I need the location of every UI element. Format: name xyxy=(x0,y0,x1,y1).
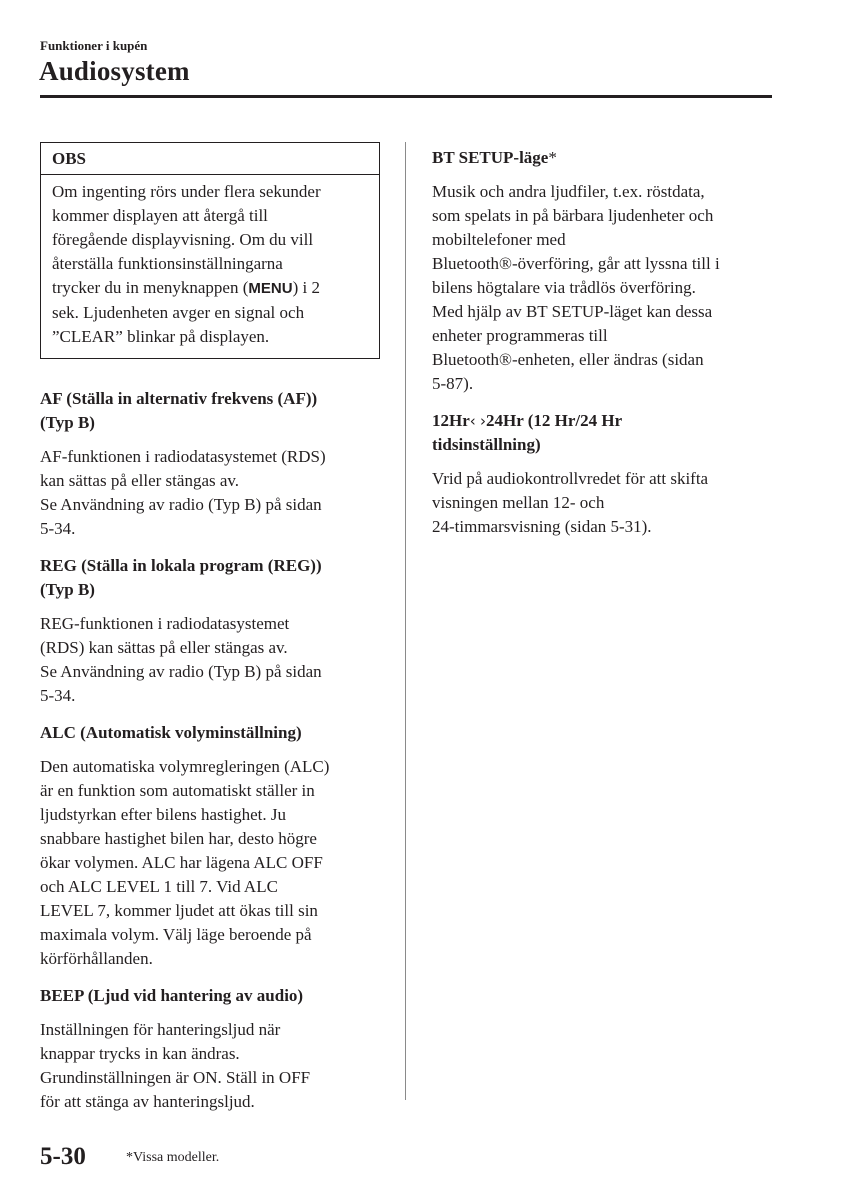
heading-line: ALC (Automatisk volyminställning) xyxy=(40,723,302,742)
page-number: 5-30 xyxy=(40,1143,86,1170)
menu-key-label: MENU xyxy=(248,280,293,297)
heading-line: (Typ B) xyxy=(40,580,95,599)
heading-line: AF (Ställa in alternativ frekvens (AF)) xyxy=(40,389,318,408)
body-line: Med hjälp av BT SETUP-läget kan dessa xyxy=(432,302,713,321)
note-line: sek. Ljudenheten avger en signal och xyxy=(52,303,305,322)
note-body xyxy=(41,175,379,358)
section-alc xyxy=(40,721,385,971)
body-line: Musik och andra ljudfiler, t.ex. röstdata, xyxy=(432,182,705,201)
left-column xyxy=(40,142,385,1114)
heading-line: BEEP (Ljud vid hantering av audio) xyxy=(40,986,304,1005)
heading-line: tidsinställning) xyxy=(432,435,541,454)
body-line: knappar trycks in kan ändras. xyxy=(40,1044,240,1063)
body-line: Grundinställningen är ON. Ställ in OFF xyxy=(40,1068,311,1087)
page-title: Audiosystem xyxy=(39,56,190,86)
section-body xyxy=(40,612,385,708)
section-af xyxy=(40,387,385,541)
section-heading xyxy=(40,554,385,602)
body-line: 5-34. xyxy=(40,519,76,538)
body-line: visningen mellan 12- och xyxy=(432,493,605,512)
section-body xyxy=(40,1018,385,1114)
header-rule xyxy=(40,95,772,98)
body-line: 5-34. xyxy=(40,686,76,705)
heading-text: BT SETUP-läge xyxy=(432,148,549,167)
section-body xyxy=(40,445,385,541)
section-heading xyxy=(40,721,385,745)
body-line: ljudstyrkan efter bilens hastighet. Ju xyxy=(40,805,286,824)
section-body xyxy=(40,755,385,971)
body-line: Bluetooth®-överföring, går att lyssna till i xyxy=(432,254,720,273)
body-line: Den automatiska volymregleringen (ALC) xyxy=(40,757,330,776)
body-line: LEVEL 7, kommer ljudet att ökas till sin xyxy=(40,901,318,920)
body-line: mobiltelefoner med xyxy=(432,230,566,249)
section-bt-setup xyxy=(432,146,777,396)
section-label: Funktioner i kupén xyxy=(40,38,148,53)
body-line: Se Användning av radio (Typ B) på sidan xyxy=(40,495,322,514)
note-text: ) i 2 xyxy=(292,278,320,297)
heading-line: REG (Ställa in lokala program (REG)) xyxy=(40,556,322,575)
note-line: Om ingenting rörs under flera sekunder xyxy=(52,182,321,201)
body-line: 5-87). xyxy=(432,374,474,393)
body-line: Se Användning av radio (Typ B) på sidan xyxy=(40,662,322,681)
body-line: som spelats in på bärbara ljudenheter och xyxy=(432,206,714,225)
note-title: OBS xyxy=(41,143,379,175)
body-line: (RDS) kan sättas på eller stängas av. xyxy=(40,638,288,657)
heading-line xyxy=(432,409,777,433)
body-line: och ALC LEVEL 1 till 7. Vid ALC xyxy=(40,877,278,896)
body-line: för att stänga av hanteringsljud. xyxy=(40,1092,255,1111)
left-arrow-icon: ‹ xyxy=(469,412,476,430)
note-line: ”CLEAR” blinkar på displayen. xyxy=(52,327,270,346)
section-beep xyxy=(40,984,385,1114)
column-divider xyxy=(405,142,406,1100)
body-line: kan sättas på eller stängas av. xyxy=(40,471,240,490)
note-line: kommer displayen att återgå till xyxy=(52,206,268,225)
note-box xyxy=(40,142,380,359)
right-column xyxy=(432,142,777,539)
note-text: trycker du in menyknappen ( xyxy=(52,278,249,297)
section-12-24hr xyxy=(432,409,777,539)
heading-text: 12Hr xyxy=(432,411,470,430)
body-line: maximala volym. Välj läge beroende på xyxy=(40,925,312,944)
note-line: återställa funktionsinställningarna xyxy=(52,254,283,273)
section-reg xyxy=(40,554,385,708)
heading-text: 24Hr (12 Hr/24 Hr xyxy=(486,411,623,430)
body-line: AF-funktionen i radiodatasystemet (RDS) xyxy=(40,447,326,466)
body-line: enheter programmeras till xyxy=(432,326,608,345)
body-line: 24-timmarsvisning (sidan 5-31). xyxy=(432,517,652,536)
asterisk-mark: * xyxy=(548,148,557,167)
section-heading xyxy=(40,984,385,1008)
section-heading xyxy=(432,146,777,170)
body-line: Bluetooth®-enheten, eller ändras (sidan xyxy=(432,350,704,369)
section-body xyxy=(432,180,777,396)
body-line: REG-funktionen i radiodatasystemet xyxy=(40,614,290,633)
body-line: körförhållanden. xyxy=(40,949,153,968)
body-line: Vrid på audiokontrollvredet för att skifta xyxy=(432,469,709,488)
section-body xyxy=(432,467,777,539)
body-line: ökar volymen. ALC har lägena ALC OFF xyxy=(40,853,323,872)
body-line: Inställningen för hanteringsljud när xyxy=(40,1020,281,1039)
footnote: *Vissa modeller. xyxy=(126,1150,220,1165)
section-heading xyxy=(40,387,385,435)
right-arrow-icon: › xyxy=(480,412,487,430)
body-line: bilens högtalare via trådlös överföring. xyxy=(432,278,696,297)
note-line xyxy=(52,276,368,301)
note-line: föregående displayvisning. Om du vill xyxy=(52,230,314,249)
body-line: snabbare hastighet bilen har, desto högre xyxy=(40,829,317,848)
section-heading xyxy=(432,409,777,457)
body-line: är en funktion som automatiskt ställer in xyxy=(40,781,315,800)
heading-line: (Typ B) xyxy=(40,413,95,432)
